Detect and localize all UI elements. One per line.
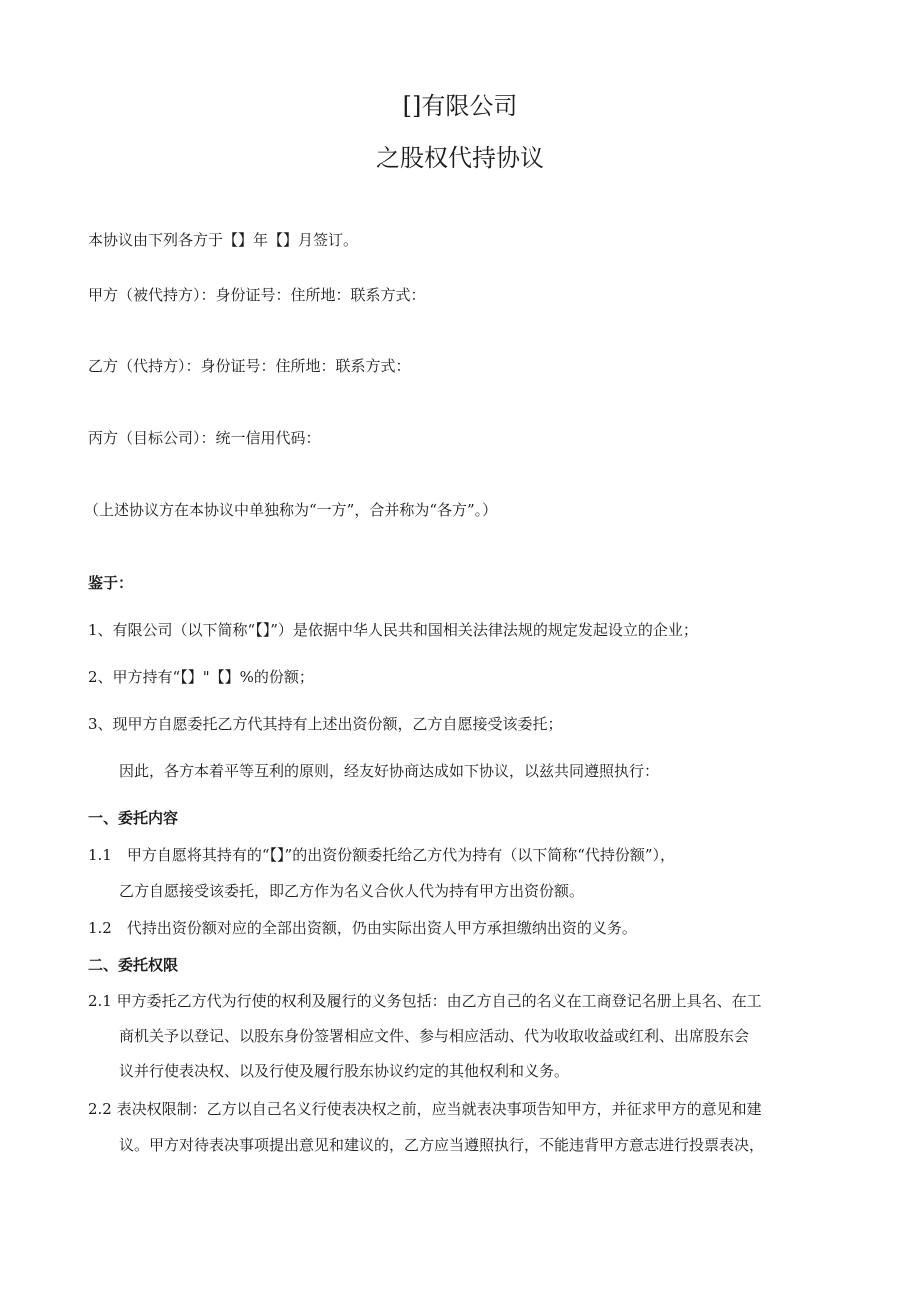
clause-2-1-line-3: 议并行使表决权、以及行使及履行股东协议约定的其他权利和义务。 [119,1062,570,1080]
document-title-agreement: 之股权代持协议 [376,144,544,172]
whereas-item-1: 1、有限公司（以下简称“【】”）是依据中华人民共和国相关法律法规的规定发起设立的企业； [88,621,698,639]
clause-1-2: 1.2 代持出资份额对应的全部出资额，仍由实际出资人甲方承担缴纳出资的义务。 [88,919,637,937]
party-b-line: 乙方（代持方）：身份证号：住所地：联系方式： [88,357,411,375]
party-a-line: 甲方（被代持方）：身份证号：住所地：联系方式： [88,286,426,304]
whereas-heading: 鉴于： [88,574,134,592]
whereas-item-2: 2、甲方持有“【】"【】%的份额； [88,668,314,686]
clause-1-1-line-1: 1.1 甲方自愿将其持有的“【】”的出资份额委托给乙方代为持有（以下简称“代持份额”）， [88,846,676,864]
clause-2-1-line-2: 商机关予以登记、以股东身份签署相应文件、参与相应活动、代为收取收益或红利、出席股东会 [119,1027,750,1045]
intro-paragraph: 本协议由下列各方于【】年【】月签订。 [88,231,359,249]
party-c-line: 丙方（目标公司）：统一信用代码： [88,429,321,447]
clause-1-1-line-2: 乙方自愿接受该委托，即乙方作为名义合伙人代为持有甲方出资份额。 [119,882,585,900]
document-title-company: []有限公司 [402,92,518,120]
clause-2-1-line-1: 2.1 甲方委托乙方代为行使的权利及履行的义务包括：由乙方自己的名义在工商登记名册上具名、在工 [88,992,762,1010]
whereas-item-3: 3、现甲方自愿委托乙方代其持有上述出资份额，乙方自愿接受该委托； [88,715,563,733]
section-2-heading: 二、委托权限 [88,956,179,974]
section-1-heading: 一、委托内容 [88,809,179,827]
collective-note: （上述协议方在本协议中单独称为“一方”，合并称为“各方”。） [84,501,498,519]
clause-2-2-line-1: 2.2 表决权限制：乙方以自己名义行使表决权之前，应当就表决事项告知甲方，并征求甲方的意见和建 [88,1100,762,1118]
therefore-paragraph: 因此，各方本着平等互利的原则，经友好协商达成如下协议，以兹共同遵照执行： [119,762,660,780]
clause-2-2-line-2: 议。甲方对待表决事项提出意见和建议的，乙方应当遵照执行，不能违背甲方意志进行投票表决， [119,1136,765,1154]
